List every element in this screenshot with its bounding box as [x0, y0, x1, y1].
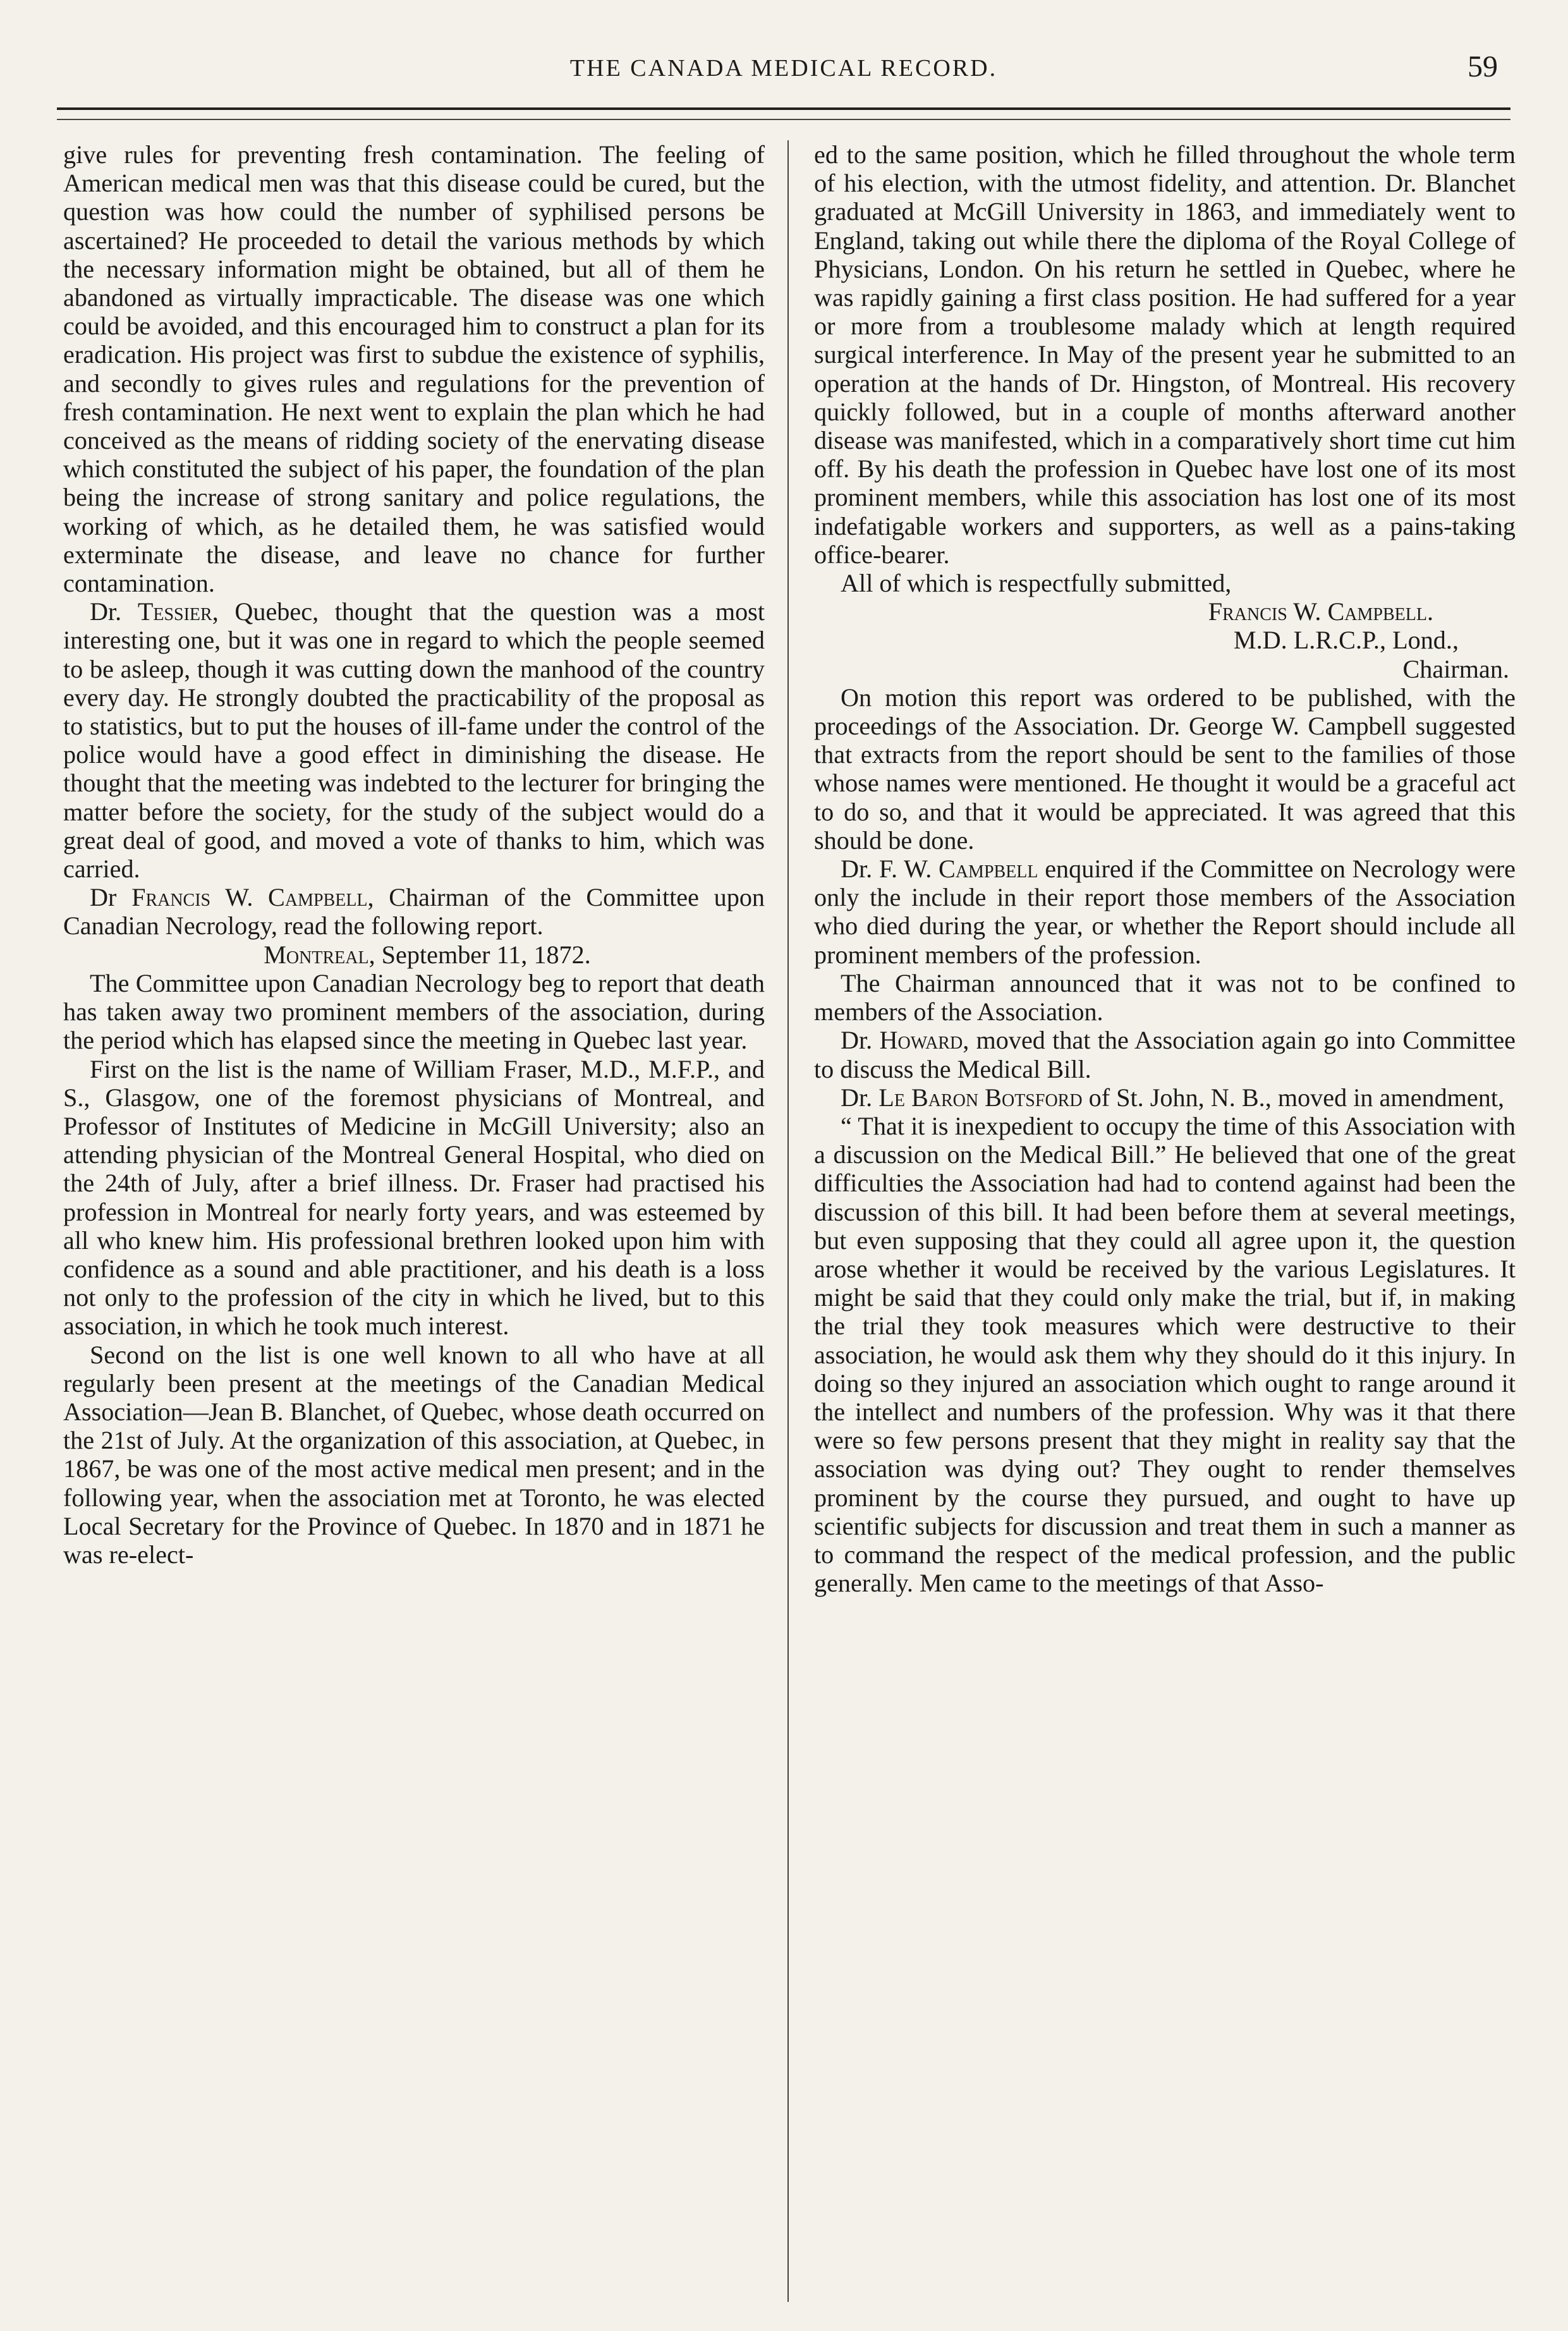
speaker-name: Francis W. Campbell — [131, 883, 368, 912]
paragraph: First on the list is the name of William Fraser, M.D., M.F.P., and S., Glasgow, one of the foremost physicians of Montreal, and Professor of Institutes of Medicine in McGill University; also an attending physician of the Montreal General Hospital, who died on the 24th of July, after a brief illness. Dr. Fraser had practised his profession in Montreal for nearly forty years, and was esteemed by all who knew him. His professional brethren looked upon him with confidence as a sound and able practitioner, and his death is a loss not only to the profession of the city in which he lived, but to this association, in which he took much interest. — [63, 1054, 765, 1341]
column-divider — [787, 140, 789, 2302]
paragraph: The Chairman announced that it was not to be confined to members of the Association. — [814, 968, 1516, 1026]
text-run: Dr. — [841, 1026, 880, 1055]
signature-title: Chairman. — [1402, 654, 1509, 683]
paragraph — [63, 597, 765, 883]
paragraph — [814, 855, 1516, 969]
signature-name: Francis W. Campbell. — [1208, 597, 1433, 626]
running-title: THE CANADA MEDICAL RECORD. — [569, 55, 998, 82]
header-rule-thin — [57, 119, 1510, 120]
paragraph: ed to the same position, which he filled throughout the whole term of his election, with the utmost fidelity, and attention. Dr. Blanchet graduated at McGill University in 1863, and immediately went to England, taking out while there the diploma of the Royal College of Physicians, London. On his return he settled in Quebec, where he was rapidly gaining a first class position. He had suffered for a year or more from a troublesome malady which at length required surgical interference. In May of the present year he submitted to an operation at the hands of Dr. Hingston, of Montreal. His recovery quickly followed, but in a couple of months afterward another disease was manifested, which in a comparatively short time cut him off. By his death the profession in Quebec have lost one of its most prominent members, while this association has lost one of its most indefatigable workers and supporters, as well as a pains-taking office-bearer. — [814, 140, 1516, 569]
speaker-name: Tessier — [137, 597, 212, 626]
paragraph: All of which is respectfully submitted, — [841, 569, 1232, 598]
paragraph: give rules for preventing fresh contamination. The feeling of American medical men was that this disease could be cured, but the question was how could the number of syphilised persons be ascertained? He proceeded to detail the various methods by which the necessary information might be obtained, but all of them he abandoned as virtually impracticable. The disease was one which could be avoided, and this encouraged him to construct a plan for its eradication. His project was first to subdue the existence of syphilis, and secondly to gives rules and regulations for the prevention of fresh contamination. He next went to explain the plan which he had conceived as the means of ridding society of the enervating disease which constituted the subject of his paper, the foundation of the plan being the increase of strong sanitary and police regulations, the working of which, as he detailed them, he was satisfied would exterminate the disease, and leave no chance for further contamination. — [63, 140, 765, 598]
paragraph — [63, 883, 765, 940]
dateline-date: , September 11, 1872. — [368, 940, 591, 969]
text-run: , moved that the Association again go into Committee to discuss the Medical Bill. — [814, 1026, 1516, 1083]
report-dateline — [63, 940, 765, 969]
page-number: 59 — [1468, 50, 1498, 83]
dateline-place: Montreal — [264, 940, 369, 969]
speaker-name: F. W. Campbell — [878, 855, 1038, 884]
left-column — [63, 140, 765, 2293]
signature-degrees: M.D. L.R.C.P., Lond., — [1233, 626, 1459, 655]
paragraph: “ That it is inexpedient to occupy the time of this Association with a discussion on the Medical Bill.” He believed that one of the great difficulties the Association had had to contend against had been the discussion of this bill. It had been before them at several meetings, but even supposing that they could all agree upon it, the question arose whether it would be received by the various Legislatures. It might be said that they could only make the trial, but if, in making the trial they took measures which were destructive to their association, he would ask them why they should do it this injury. In doing so they injured an association which ought to range around it the intellect and numbers of the profession. Why was it that there were so few persons present that they might in reality say that the association was dying out? They ought to render themselves prominent by the course they pursued, and ought to have up scientific subjects for discussion and treat them in such a manner as to command the respect of the medical profession, and the public generally. Men came to the meetings of that Asso- — [814, 1111, 1516, 1598]
text-run: , Chairman of the Committee upon Canadian Necrology, read the following report. — [63, 883, 765, 940]
text-run: of St. John, N. B., moved in amendment, — [1082, 1083, 1505, 1112]
page-header — [57, 49, 1510, 100]
header-rule — [57, 107, 1510, 110]
paragraph: Second on the list is one well known to all who have at all regularly been present at the meetings of the Canadian Medical Association—Jean B. Blanchet, of Quebec, whose death occurred on the 21st of July. At the organization of this association, at Quebec, in 1867, be was one of the most active medical men present; and in the following year, when the association met at Toronto, he was elected Local Secretary for the Province of Quebec. In 1870 and in 1871 he was re-elect- — [63, 1340, 765, 1569]
text-run: Dr. — [841, 855, 879, 884]
text-run: enquired if the Committee on Necrology were only the include in their report those members of the Association who died during the year, or whether the Report should include all prominent members of the profession. — [814, 855, 1516, 969]
text-run: Dr. — [841, 1083, 879, 1112]
paragraph: The Committee upon Canadian Necrology beg to report that death has taken away two prominent members of the association, during the period which has elapsed since the meeting in Quebec last year. — [63, 968, 765, 1055]
text-run: Dr — [90, 883, 132, 912]
text-run: , Quebec, thought that the question was a most interesting one, but it was one in regard to which the people seemed to be asleep, though it was cutting down the manhood of the country every day. He strongly doubted the practicability of the proposal as to statistics, but to put the houses of ill-fame under the control of the police would have a good effect in diminishing the disease. He thought that the meeting was indebted to the lecturer for bringing the matter before the society, for the study of the subject would do a great deal of good, and moved a vote of thanks to him, which was carried. — [63, 597, 765, 884]
text-run: Dr. — [90, 597, 138, 626]
paragraph: On motion this report was ordered to be published, with the proceedings of the Association. Dr. George W. Campbell suggested that extracts from the report should be sent to the families of those whose names were mentioned. He thought it would be a graceful act to do so, and that it would be appreciated. It was agreed that this should be done. — [814, 683, 1516, 855]
right-column — [814, 140, 1516, 2293]
paragraph — [814, 1083, 1516, 1112]
paragraph — [814, 1026, 1516, 1083]
speaker-name: Howard — [879, 1026, 963, 1055]
speaker-name: Le Baron Botsford — [878, 1083, 1083, 1112]
